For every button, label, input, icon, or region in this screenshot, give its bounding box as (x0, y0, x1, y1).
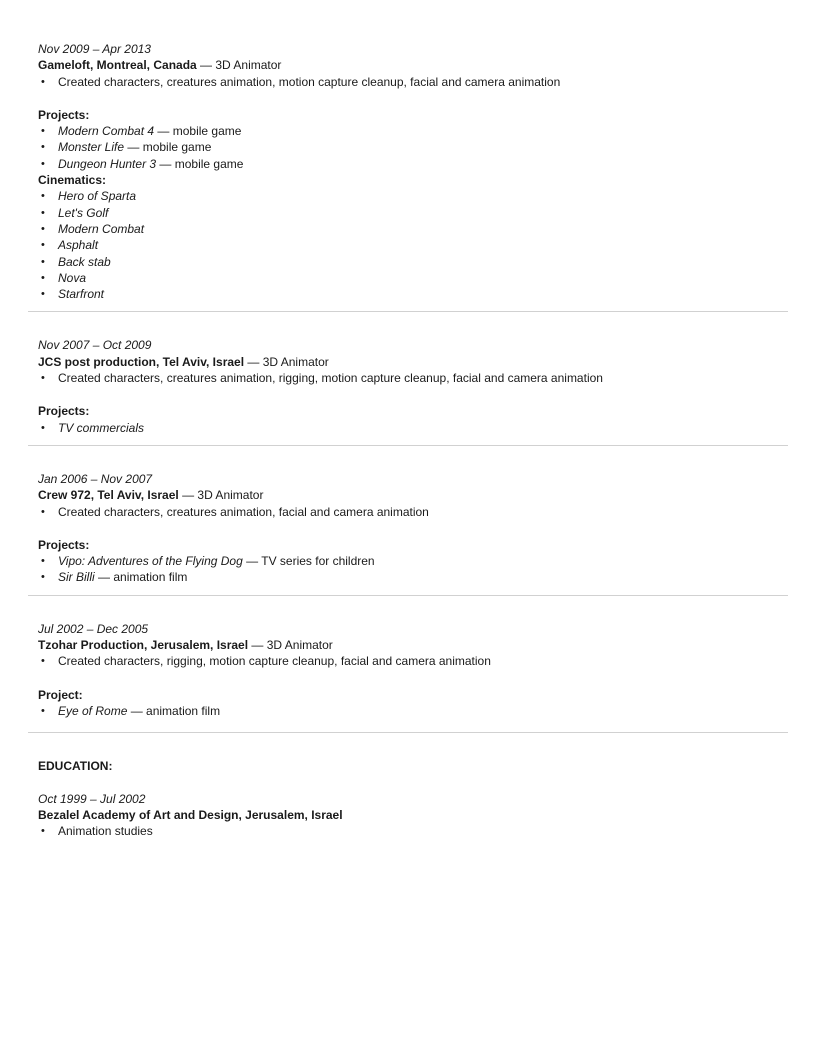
company-name: Gameloft, Montreal, Canada (38, 58, 197, 73)
project-item (38, 156, 789, 172)
duty-text: Created characters, creatures animation, motion capture cleanup, facial and camera animation (58, 74, 561, 89)
job-role: 3D Animator (266, 638, 333, 653)
education-heading: EDUCATION: (38, 759, 113, 774)
job-entry-tzohar (38, 621, 789, 719)
bullet-marker: • (41, 655, 45, 668)
project-heading: Project: (38, 687, 83, 702)
job-role: 3D Animator (262, 354, 329, 369)
dash-separator: — (196, 58, 216, 73)
project-item (38, 205, 789, 221)
dash-separator: — (178, 488, 198, 503)
project-desc: mobile game (172, 124, 242, 139)
project-title: Hero of Sparta (58, 189, 137, 204)
dash-separator: — (242, 554, 262, 569)
job-role: 3D Animator (215, 58, 282, 73)
job-entry-crew972 (38, 471, 789, 586)
dash-separator: — (244, 354, 263, 369)
job-title-line (38, 487, 789, 503)
section-divider (28, 595, 788, 596)
job-entry-jcs (38, 337, 789, 435)
dash-separator: — (154, 124, 173, 139)
job-title-line (38, 57, 789, 73)
section-divider (28, 445, 788, 446)
project-title: Sir Billi (58, 570, 95, 585)
company-name: Tzohar Production, Jerusalem, Israel (38, 638, 249, 653)
job-entry-gameloft (38, 41, 789, 302)
project-item (38, 703, 789, 719)
project-desc: animation film (113, 570, 188, 585)
project-title: TV commercials (58, 420, 145, 435)
dash-separator: — (156, 156, 175, 171)
project-title: Back stab (58, 254, 111, 269)
section-divider (28, 732, 788, 733)
bullet-marker: • (41, 288, 45, 301)
project-desc: mobile game (142, 140, 212, 155)
company-name: Crew 972, Tel Aviv, Israel (38, 488, 179, 503)
project-title: Asphalt (58, 238, 99, 253)
project-item (38, 553, 789, 569)
bullet-marker: • (41, 125, 45, 138)
bullet-marker: • (41, 190, 45, 203)
duty-item (38, 653, 789, 669)
projects-heading: Projects: (38, 107, 90, 122)
dash-separator: — (124, 140, 143, 155)
bullet-marker: • (41, 505, 45, 518)
duty-text: Created characters, creatures animation, rigging, motion capture cleanup, facial and camera animation (58, 371, 603, 386)
project-item (38, 139, 789, 155)
project-desc: TV series for children (261, 554, 375, 569)
duty-text: Created characters, rigging, motion capture cleanup, facial and camera animation (58, 654, 491, 669)
dash-separator: — (248, 638, 267, 653)
project-item (38, 420, 789, 436)
section-divider (28, 311, 788, 312)
duty-item (38, 504, 789, 520)
bullet-marker: • (41, 206, 45, 219)
school-name: Bezalel Academy of Art and Design, Jerusalem, Israel (38, 807, 343, 822)
bullet-marker: • (41, 141, 45, 154)
job-dates: Jan 2006 – Nov 2007 (38, 471, 153, 486)
job-dates: Jul 2002 – Dec 2005 (38, 621, 149, 636)
project-title: Starfront (58, 287, 105, 302)
dash-separator: — (127, 703, 147, 718)
bullet-marker: • (41, 825, 45, 838)
resume-page (38, 41, 789, 839)
project-item (38, 221, 789, 237)
project-title: Let's Golf (58, 205, 109, 220)
project-title: Monster Life (58, 140, 125, 155)
duty-item (38, 74, 789, 90)
bullet-marker: • (41, 555, 45, 568)
project-title: Modern Combat (58, 221, 145, 236)
education-item (38, 823, 789, 839)
project-title: Eye of Rome (58, 703, 128, 718)
job-dates: Nov 2007 – Oct 2009 (38, 338, 152, 353)
project-item (38, 286, 789, 302)
bullet-marker: • (41, 421, 45, 434)
job-title-line (38, 354, 789, 370)
education-section (38, 758, 789, 839)
education-item-text: Animation studies (58, 824, 153, 839)
project-title: Modern Combat 4 (58, 124, 155, 139)
project-item (38, 237, 789, 253)
bullet-marker: • (41, 157, 45, 170)
project-item (38, 254, 789, 270)
project-title: Nova (58, 270, 87, 285)
project-item (38, 569, 789, 585)
bullet-marker: • (41, 571, 45, 584)
project-title: Vipo: Adventures of the Flying Dog (58, 554, 243, 569)
project-item (38, 123, 789, 139)
bullet-marker: • (41, 239, 45, 252)
project-title: Dungeon Hunter 3 (58, 156, 157, 171)
job-dates: Nov 2009 – Apr 2013 (38, 42, 151, 56)
project-desc: animation film (146, 703, 221, 718)
projects-heading: Projects: (38, 537, 90, 552)
bullet-marker: • (41, 271, 45, 284)
projects-heading: Projects: (38, 404, 90, 419)
education-dates: Oct 1999 – Jul 2002 (38, 791, 146, 806)
duty-item (38, 370, 789, 386)
dash-separator: — (94, 570, 114, 585)
bullet-marker: • (41, 75, 45, 88)
project-desc: mobile game (174, 156, 244, 171)
job-title-line (38, 637, 789, 653)
bullet-marker: • (41, 255, 45, 268)
job-role: 3D Animator (197, 488, 264, 503)
bullet-marker: • (41, 222, 45, 235)
bullet-marker: • (41, 372, 45, 385)
company-name: JCS post production, Tel Aviv, Israel (38, 354, 245, 369)
cinematics-heading: Cinematics: (38, 173, 107, 188)
project-item (38, 270, 789, 286)
project-item (38, 188, 789, 204)
bullet-marker: • (41, 704, 45, 717)
duty-text: Created characters, creatures animation, facial and camera animation (58, 504, 429, 519)
